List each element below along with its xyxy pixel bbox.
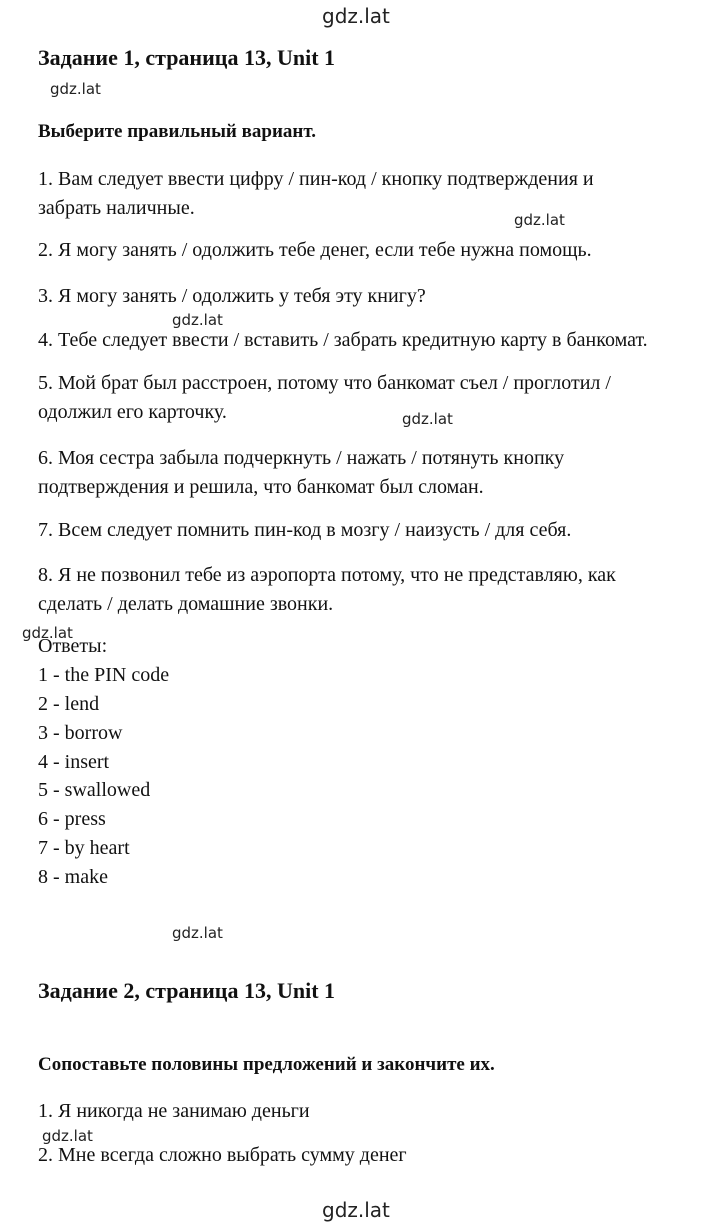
task2-title: Задание 2, страница 13, Unit 1	[38, 978, 336, 1003]
watermark: gdz.lat	[322, 1198, 390, 1222]
watermark: gdz.lat	[514, 211, 565, 229]
exercise-line: 5. Мой брат был расстроен, потому что банкомат съел / проглотил /	[38, 372, 611, 394]
watermark: gdz.lat	[172, 924, 223, 942]
answer-item: 5 - swallowed	[38, 779, 151, 801]
exercise-line: 4. Тебе следует ввести / вставить / забрать кредитную карту в банкомат.	[38, 329, 648, 351]
watermark: gdz.lat	[42, 1127, 93, 1145]
exercise-line: одолжил его карточку.	[38, 401, 227, 423]
exercise-line: 1. Вам следует ввести цифру / пин-код / кнопку подтверждения и	[38, 168, 594, 190]
watermark: gdz.lat	[50, 80, 101, 98]
exercise-line: 2. Я могу занять / одолжить тебе денег, если тебе нужна помощь.	[38, 239, 592, 261]
answer-item: 6 - press	[38, 808, 106, 830]
exercise-line: сделать / делать домашние звонки.	[38, 593, 334, 615]
exercise-line: 1. Я никогда не занимаю деньги	[38, 1100, 310, 1122]
exercise-line: 2. Мне всегда сложно выбрать сумму денег	[38, 1144, 407, 1166]
task2-instruction: Сопоставьте половины предложений и закончите их.	[38, 1054, 495, 1075]
watermark: gdz.lat	[322, 4, 390, 28]
answer-item: 4 - insert	[38, 751, 110, 773]
watermark: gdz.lat	[22, 624, 73, 642]
answer-item: 3 - borrow	[38, 722, 123, 744]
watermark: gdz.lat	[402, 410, 453, 428]
exercise-line: 8. Я не позвонил тебе из аэропорта потому, что не представляю, как	[38, 564, 616, 586]
answer-item: 2 - lend	[38, 693, 100, 715]
exercise-line: 3. Я могу занять / одолжить у тебя эту книгу?	[38, 285, 426, 307]
exercise-line: подтверждения и решила, что банкомат был сломан.	[38, 476, 484, 498]
exercise-line: 7. Всем следует помнить пин-код в мозгу / наизусть / для себя.	[38, 519, 572, 541]
watermark: gdz.lat	[172, 311, 223, 329]
exercise-line: забрать наличные.	[38, 197, 195, 219]
task1-title: Задание 1, страница 13, Unit 1	[38, 45, 336, 70]
task1-instruction: Выберите правильный вариант.	[38, 121, 317, 142]
exercise-line: 6. Моя сестра забыла подчеркнуть / нажать / потянуть кнопку	[38, 447, 565, 469]
answer-item: 1 - the PIN code	[38, 664, 170, 686]
answer-item: 8 - make	[38, 866, 108, 888]
answer-item: 7 - by heart	[38, 837, 130, 859]
answers-label: Ответы:	[38, 635, 108, 657]
